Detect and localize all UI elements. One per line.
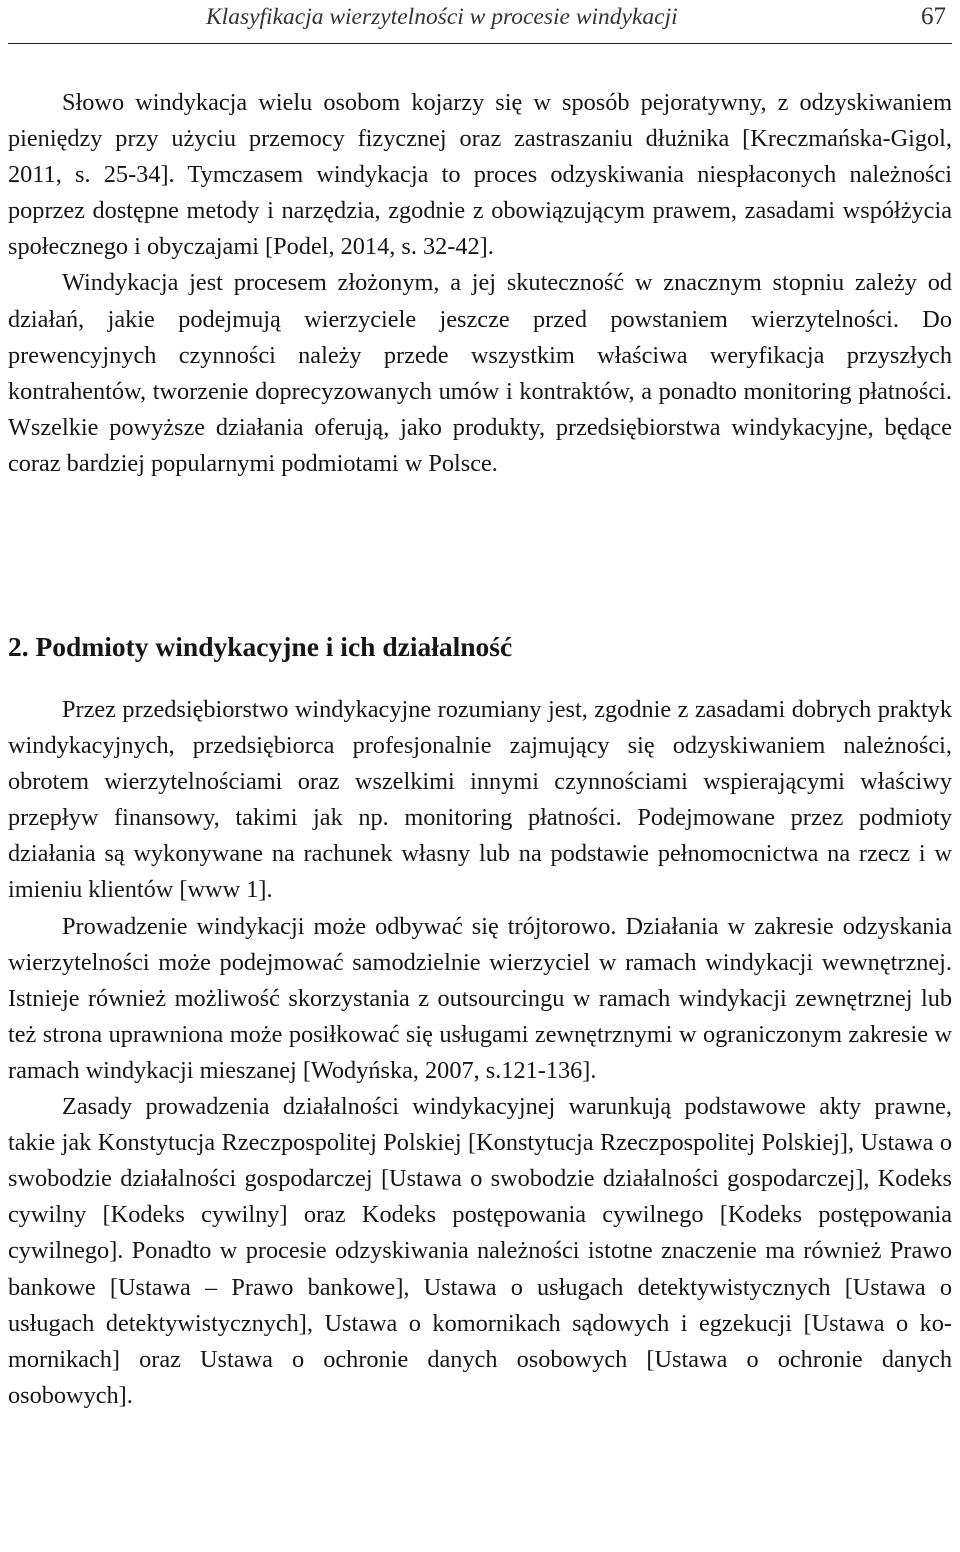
- paragraph-legal-acts: Zasady prowadzenia działalności windykacyjnej warunkują podstawowe akty prawne, takie jak Konstytucja Rzeczpospolitej Polskiej [Konstytucja Rzeczpospolitej Polskiej], Ustawa o swobodzie działalności gospodarczej [Ustawa o swobodzie działalności gospodarczej], Kodeks cywilny [Kodeks cywilny] oraz Kodeks postępowania cywilnego [Kodeks postępowania cywilnego]. Ponadto w procesie odzyskiwania należności istotne znaczenie ma również Prawo bankowe [Ustawa – Prawo bankowe], Ustawa o usługach detektywistycznych [Ustawa o usługach detektywistycznych], Ustawa o komornikach sądowych i egzekucji [Ustawa o komornikach] oraz Ustawa o ochronie danych osobowych [Ustawa o ochronie danych osobowych].: [8, 1093, 952, 1409]
- paragraph-process-complexity: Windykacja jest procesem złożonym, a jej skuteczność w znacznym stopniu zależy od działań, jakie podejmują wierzyciele jeszcze przed powstaniem wierzytelności. Do prewencyjnych czynności należy przede wszystkim właściwa weryfikacja przyszłych kontrahentów, tworzenie doprecyzowanych umów i kontraktów, a ponadto monitoring płatności. Wszelkie powyższe działania oferują, jako produkty, przedsiębiorstwa windykacyjne, będące coraz bardziej popularnymi podmiotami w Polsce.: [8, 269, 952, 477]
- section-text-block: [8, 692, 952, 1414]
- paragraph-enterprise-definition: Przez przedsiębiorstwo windykacyjne rozumiany jest, zgodnie z zasadami dobrych praktyk windykacyjnych, przedsiębiorca profesjonalnie zajmujący się odzyskiwaniem należności, obrotem wierzytelnościami oraz wszelkimi innymi czynnościami wspierającymi właściwy przepływ finansowy, takimi jak np. monitoring płatności. Podejmowane przez podmioty działania są wykonywane na rachunek własny lub na podstawie pełnomocnictwa na rzecz i w imieniu klientów [www 1].: [8, 696, 952, 904]
- paragraph-three-way-collection: Prowadzenie windykacji może odbywać się trójtorowo. Działania w zakresie odzyskania wierzytelności może podejmować samodzielnie wierzyciel w ramach windykacji wewnętrznej. Istnieje również możliwość skorzystania z outsourcingu w ramach windykacji zewnętrznej lub też strona uprawniona może posiłkować się usługami zewnętrznymi w ograniczonym zakresie w ramach windykacji mieszanej [Wodyńska, 2007, s.121-136].: [8, 912, 952, 1084]
- section-heading: 2. Podmioty windykacyjne i ich działalność: [8, 631, 513, 662]
- paragraph-debt-collection-definition: Słowo windykacja wielu osobom kojarzy się w sposób pejoratywny, z odzyskiwaniem pieniędzy przy użyciu przemocy fizycznej oraz zastraszaniu dłużnika [Kreczmańska-Gigol, 2011, s. 25-34]. Tymczasem windykacja to proces odzyskiwania niespłaconych należności poprzez dostępne metody i narzędzia, zgodnie z obowiązującym prawem, zasadami współżycia społecznego i obyczajami [Podel, 2014, s. 32-42].: [8, 89, 952, 261]
- running-header: [8, 0, 952, 44]
- header-title: Klasyfikacja wierzytelności w procesie windykacji: [206, 4, 678, 30]
- page-number: 67: [921, 3, 946, 30]
- intro-text-block: [8, 85, 952, 482]
